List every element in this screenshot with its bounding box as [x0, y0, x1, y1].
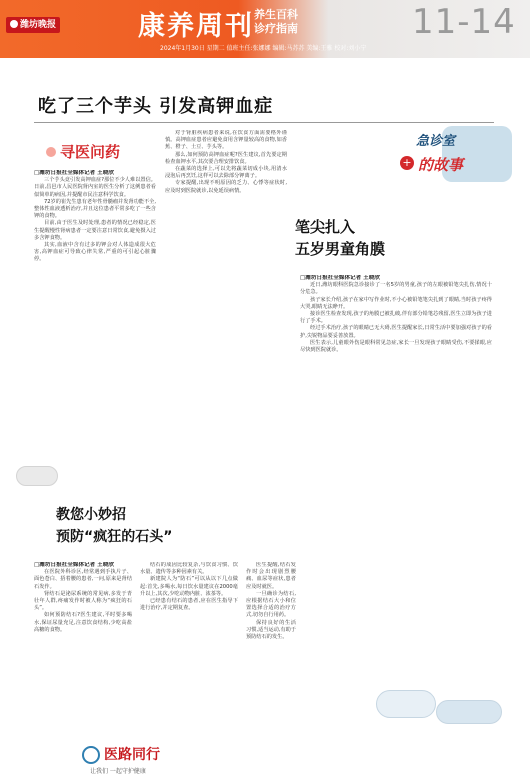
paragraph: 新建院人为“防石”可以从以下几点做起:首先,多喝水,每日饮水量建议在2000毫升以上,其次,少吃动物内脏、浓茶等。: [140, 576, 238, 597]
newspaper-logo: [6, 17, 60, 33]
paragraph: 医生表示,儿童眼外伤是眼科常见急症,家长一旦发现孩子眼睛受伤,不要揉眼,应尽快到医院就诊。: [300, 339, 492, 354]
article3-title: [56, 504, 172, 548]
slogan-line-1: 养生百科: [254, 8, 298, 21]
paragraph: 已经患有结石的患者,应在医生指导下进行治疗,并定期复查。: [140, 598, 238, 612]
paragraph: 一旦确诊为结石,应根据结石大小和位置选择合适的治疗方式,切勿自行用药。: [246, 590, 296, 619]
slogan-line-2: 诊疗指南: [254, 22, 298, 35]
paragraph: 72岁的崔先生患有老年性骨髓瘤并发肾功能不全,整体性血液透析治疗,并且这位患者平常多吃了一些含钾的食物。: [34, 198, 156, 220]
paragraph: 近日,潍坊眼科医院急诊接诊了一名5岁的男童,孩子的左眼被铅笔尖扎伤,情况十分危急。: [300, 282, 492, 296]
stethoscope-icon: [82, 746, 100, 764]
paragraph: 专家提醒,出现不明原因的乏力、心悸等症状时,应及时到医院就诊,以免延误病情。: [165, 180, 287, 194]
plus-icon: +: [400, 156, 414, 170]
emergency-line-1: 急诊室: [416, 134, 456, 149]
article2-body: [300, 275, 492, 695]
capsule-image: [436, 700, 502, 724]
paragraph: 其实,血液中含有过多的钾会对人体造成很大危害,高钾血症可导致心律失常,严重的可引起心脏骤停。: [34, 242, 156, 263]
article2-byline: □潍坊日报社全媒体记者 王晓欣: [300, 275, 380, 281]
column-logo: [80, 742, 200, 778]
paragraph: 那么,如何预防高钾血症呢?医生建议,首先要定期检查血钾水平,其次要合理安排饮食。: [165, 151, 287, 165]
article1-column-2: [165, 130, 287, 470]
article3-title-line-1: 教您小妙招: [56, 507, 126, 523]
emergency-room-tag: [400, 120, 520, 200]
column-tag: [46, 139, 136, 163]
paragraph: 在蔬菜的选择上,可以先将蔬菜切成小块,用清水浸泡后再烹饪,这样可以去除部分钾离子。: [165, 166, 287, 180]
column-logo-name: 医路同行: [104, 747, 160, 763]
pill-image: [16, 466, 58, 486]
capsule-image: [376, 690, 436, 718]
paragraph: 三个芋头竟引发高钾血症?那位不少人难以置信。日前,昌邑市人民医院肾内室的医生分析了这例患者看似简单的病因,并提醒市民注意科学饮食。: [34, 177, 156, 198]
section-slogan: [254, 8, 298, 36]
page-range: 11-14: [412, 2, 516, 42]
logo-text: 潍坊晚报: [19, 20, 56, 30]
article3-column-3: [246, 562, 296, 722]
article2-title-line-2: 五岁男童角膜: [295, 240, 386, 258]
paragraph: 在医院外科诊区,经常遇到手执片子、面色苍白、捂着腰的患者,一问,原来是肾结石发作。: [34, 569, 132, 590]
paragraph: 经过手术治疗,孩子的眼睛已无大碍,医生提醒家长,日常生活中要加强对孩子的看护,尖锐物品要妥善放置。: [300, 325, 492, 339]
column-tag-text: 寻医问药: [60, 143, 121, 161]
paragraph: 接诊医生检查发现,孩子的角膜已被扎破,伴有部分铅笔芯残留,医生立即为孩子进行了手术。: [300, 311, 492, 325]
article2-title-line-1: 笔尖扎入: [295, 218, 356, 236]
tag-dot-icon: [46, 147, 56, 157]
article1-byline: □潍坊日报社全媒体记者 王晓欣: [34, 170, 114, 176]
column-logo-sub: 让我们 一起守护健康: [90, 768, 146, 775]
paragraph: 目前,由于医生及时处理,患者的情况已经稳定,医生提醒慢性肾病患者一定要注意日常饮食,避免摄入过多含钾食物。: [34, 220, 156, 241]
article1-column-1: [34, 170, 156, 470]
emergency-line-2: 的故事: [418, 156, 464, 174]
paragraph: 结石的成因比较复杂,与饮食习惯、饮水量、遗传等多种因素有关。: [140, 562, 238, 576]
paragraph: 对于肾脏疾病患者来说,在饮食方面需要格外谨慎。高钾血症患者应避免食用含钾量较高的食物,如香蕉、橙子、土豆、芋头等。: [165, 130, 287, 151]
article3-column-1: [34, 562, 132, 722]
article3-column-2: [140, 562, 238, 722]
main-headline: 吃了三个芋头 引发高钾血症: [38, 96, 274, 117]
paragraph: 如何预防结石?医生建议,平时要多喝水,保证尿量充足,注意饮食结构,少吃高盐高糖的食物。: [34, 612, 132, 633]
article2-title: [295, 216, 385, 260]
paragraph: 肾结石是泌尿系统的常见病,多发于青壮年人群,疼痛发作时被人称为“疯狂的石头”。: [34, 590, 132, 612]
ball-icon: [10, 20, 18, 28]
article3-title-line-2: 预防“疯狂的石头”: [56, 529, 173, 545]
paragraph: 保持良好的生活习惯,适当运动,有助于预防结石的发生。: [246, 619, 296, 641]
article3-byline: □潍坊日报社全媒体记者 王晓欣: [34, 562, 114, 568]
paragraph: 医生提醒,结石发作时会出现剧烈腰痛、血尿等症状,患者应及时就医。: [246, 562, 296, 590]
edition-info: 2024年1月30日 星期二 值班主任:张娜娜 编辑:马苏苏 美编:王雅 校对:刘小宁: [160, 45, 367, 52]
paragraph: 孩子家长介绍,孩子在家中写作业时,不小心被铅笔笔尖扎到了眼睛,当时孩子疼得大哭,眼睛无法睁开。: [300, 296, 492, 310]
section-title: 康养周刊: [138, 11, 254, 42]
